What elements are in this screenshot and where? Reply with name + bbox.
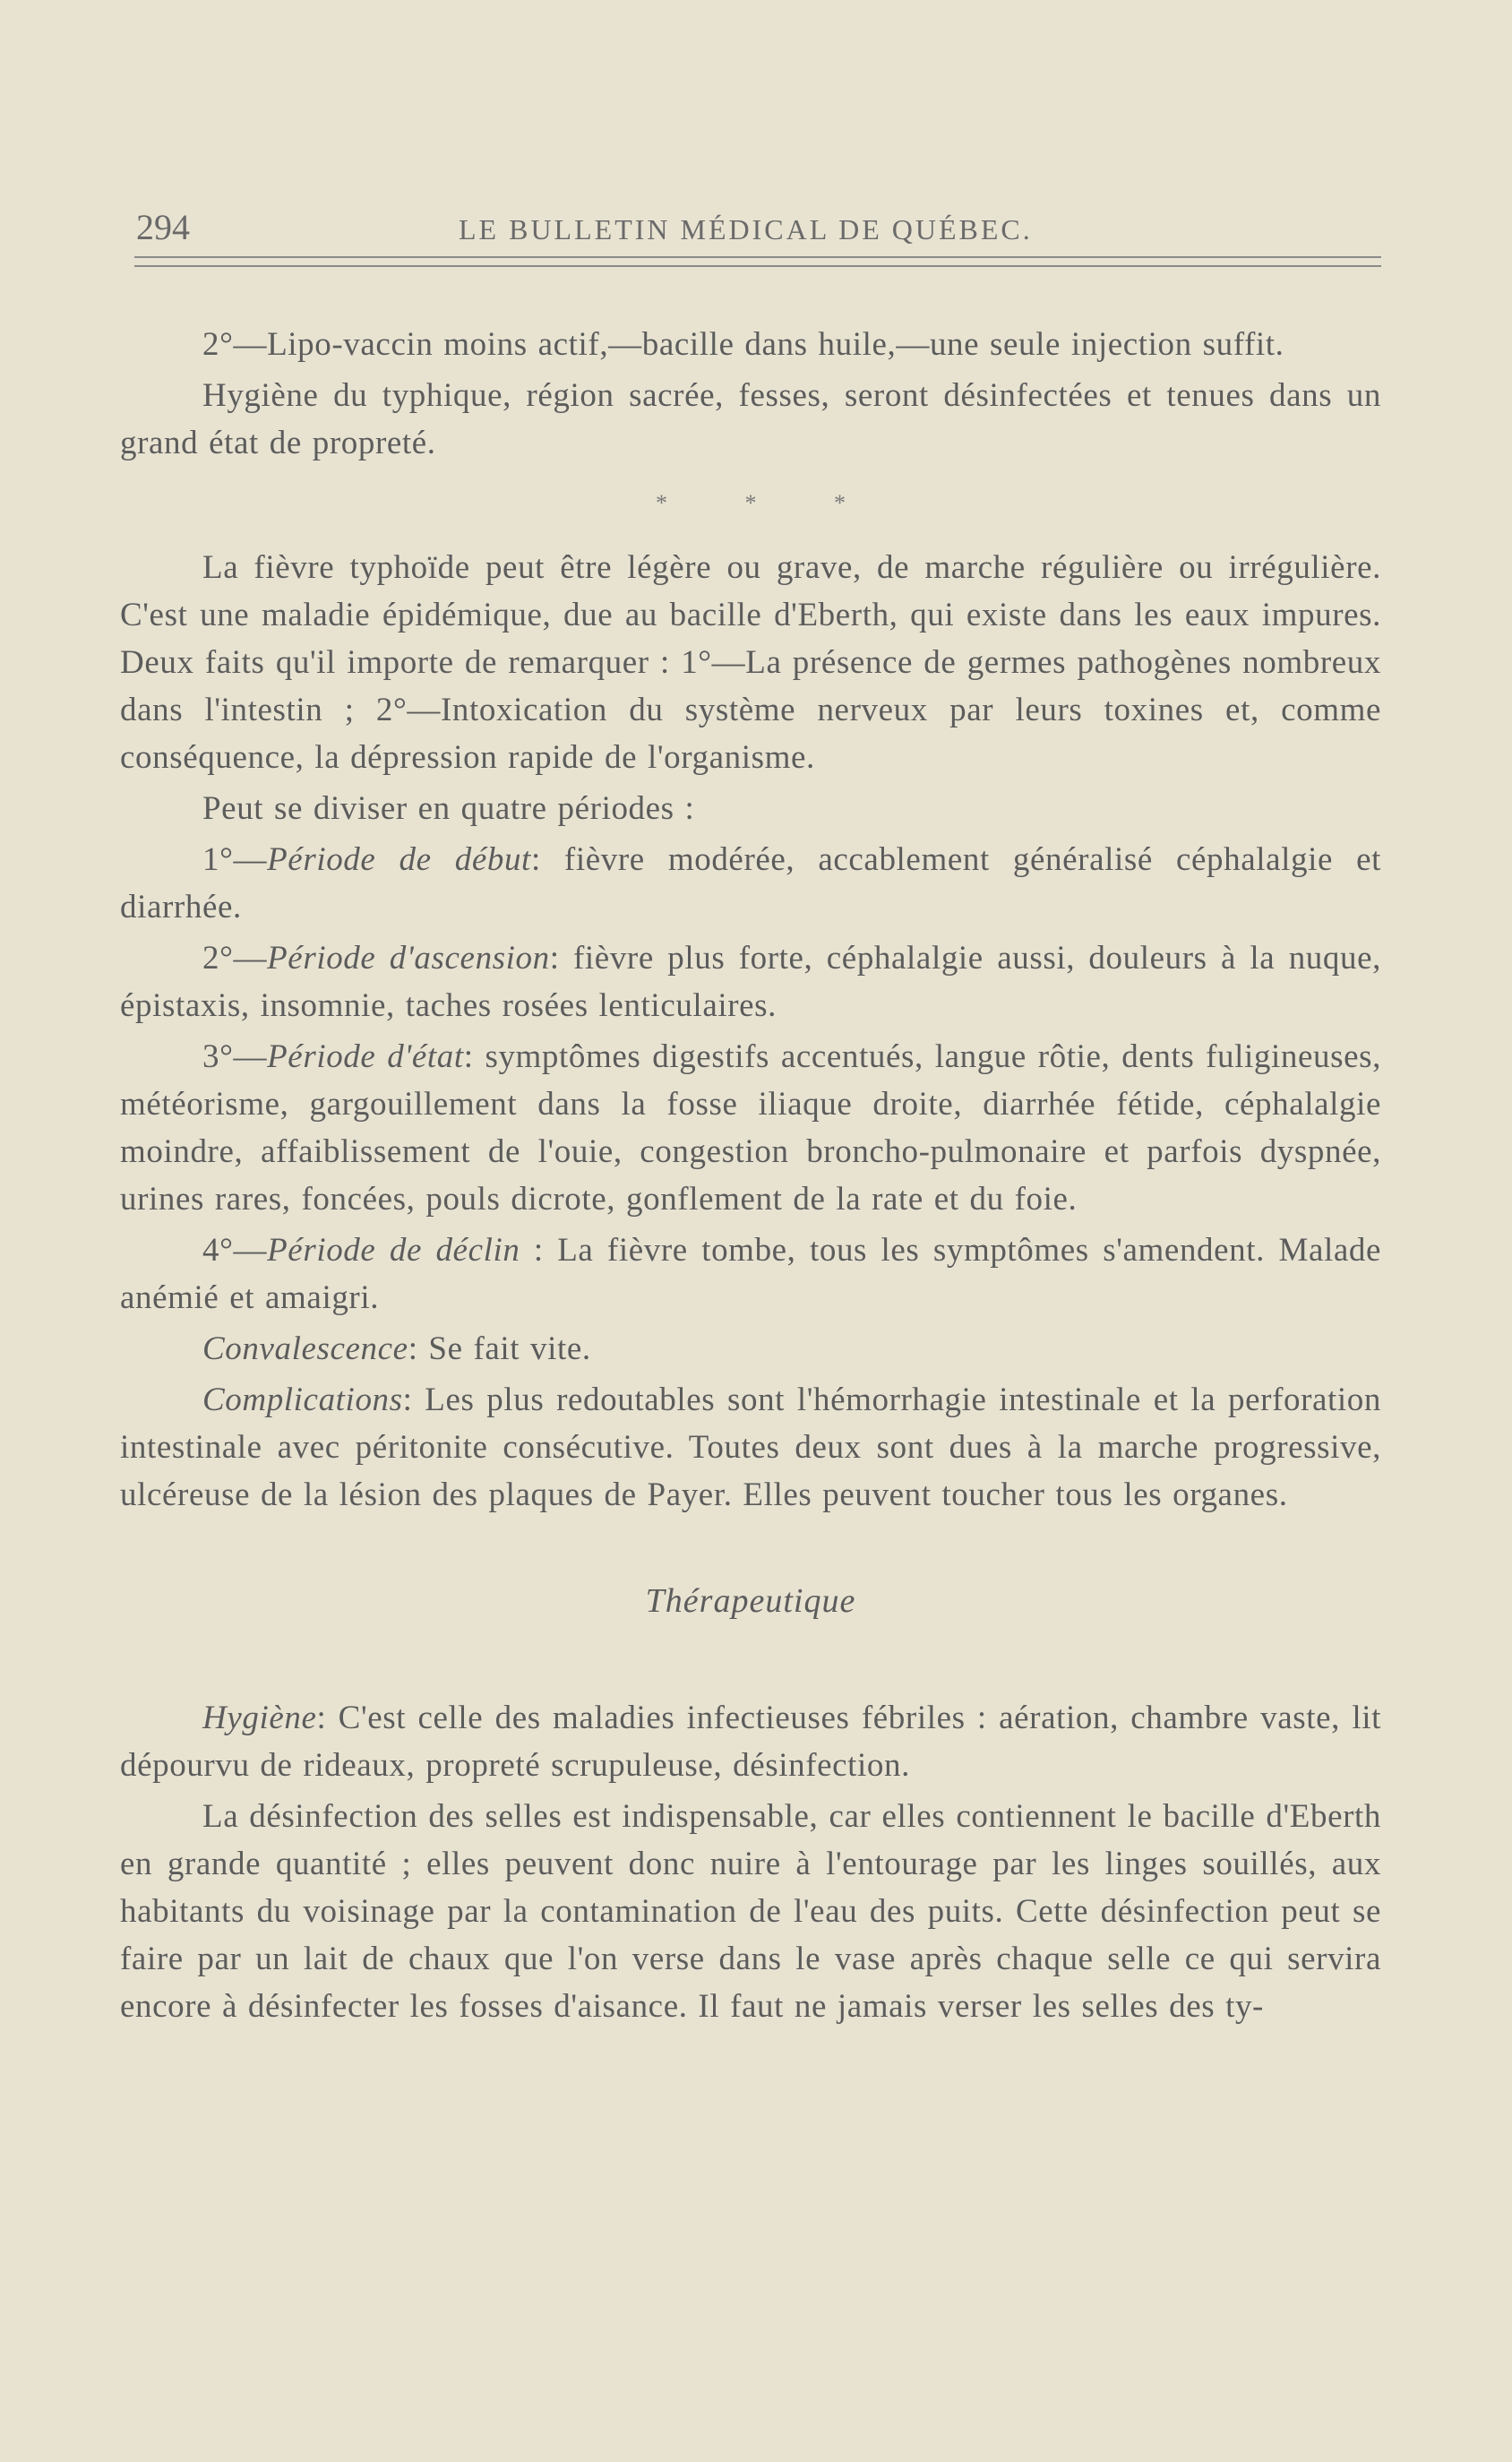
header-rule-bottom <box>134 265 1381 267</box>
paragraph-hygiene-typhique: Hygiène du typhique, région sacrée, fesses, seront désinfectées et tenues dans un grand état de propreté. <box>120 377 1381 461</box>
page-content <box>120 321 1381 2034</box>
paragraph-hygiene <box>120 1694 1381 1789</box>
paragraph-desinfection-selles: La désinfection des selles est indispensable, car elles contiennent le bacille d'Eberth en grande quantité ; elles peuvent donc nuire à l'entourage par les linges souillés, aux habitants du voisinage par la contamination de l'eau des puits. Cette désinfection peut se faire par un lait de chaux que l'on verse dans le vase après chaque selle ce qui servira encore à désinfecter les fosses d'aisance. Il faut ne jamais verser les selles des ty- <box>120 1798 1381 2025</box>
paragraph-periode-ascension <box>120 934 1381 1029</box>
period-label: Période de déclin <box>267 1232 520 1269</box>
period-number: 3°— <box>202 1038 268 1075</box>
page-header <box>136 206 1381 260</box>
paragraph-periode-debut <box>120 836 1381 931</box>
paragraph-lipo-vaccin: 2°—Lipo-vaccin moins actif,—bacille dans huile,—une seule injection suffit. <box>202 326 1284 363</box>
page-number: 294 <box>136 207 190 247</box>
section-title-therapeutique: Thérapeutique <box>645 1582 856 1620</box>
period-number: 4°— <box>202 1232 268 1269</box>
paragraph-periode-etat <box>120 1033 1381 1223</box>
period-label: Période de début <box>267 841 531 878</box>
period-text: : fièvre plus forte, céphalalgie aussi, douleurs à la nuque, épistaxis, insomnie, taches rosées lenticulaires. <box>120 940 1381 1024</box>
term-text: : C'est celle des maladies infectieuses fébriles : aération, chambre vaste, lit dépourvu de rideaux, propreté scrupuleuse, désinfection. <box>120 1700 1381 1784</box>
paragraph-periode-declin <box>120 1227 1381 1321</box>
running-title: LE BULLETIN MÉDICAL DE QUÉBEC. <box>459 213 1033 245</box>
period-label: Période d'état <box>267 1038 464 1075</box>
period-text: : La fièvre tombe, tous les symptômes s'amendent. Malade anémié et amaigri. <box>120 1232 1381 1316</box>
section-separator-stars: * * * <box>656 490 881 516</box>
period-label: Période d'ascension <box>267 940 550 977</box>
term-label: Convalescence <box>202 1330 408 1367</box>
header-rule-top <box>134 256 1381 258</box>
term-text: : Se fait vite. <box>408 1330 591 1367</box>
paragraph-periodes-intro: Peut se diviser en quatre périodes : <box>202 790 695 827</box>
term-text: : Les plus redoutables sont l'hémorrhagie intestinale et la perforation intestinale avec péritonite consécutive. Toutes deux sont dues à la marche progressive, ulcéreuse de la lésion des plaques de Payer. Elles peuvent toucher tous les organes. <box>120 1382 1381 1513</box>
paragraph-complications <box>120 1376 1381 1519</box>
period-text: : fièvre modérée, accablement généralisé céphalalgie et diarrhée. <box>120 841 1381 925</box>
period-text: : symptômes digestifs accentués, langue rôtie, dents fuligineuses, météorisme, gargouillement dans la fosse iliaque droite, diarrhée fétide, céphalalgie moindre, affaiblissement de l'ouie, congestion broncho-pulmonaire et parfois dyspnée, urines rares, foncées, pouls dicrote, gonflement de la rate et du foie. <box>120 1038 1381 1218</box>
period-number: 2°— <box>202 940 268 977</box>
paragraph-fievre-typhoide: La fièvre typhoïde peut être légère ou grave, de marche régulière ou irrégulière. C'est une maladie épidémique, due au bacille d'Eberth, qui existe dans les eaux impures. Deux faits qu'il importe de remarquer : 1°—La présence de germes pathogènes nombreux dans l'intestin ; 2°—Intoxication du système nerveux par leurs toxines et, comme conséquence, la dépression rapide de l'organisme. <box>120 549 1381 776</box>
term-label: Hygiène <box>202 1700 317 1736</box>
paragraph-convalescence <box>120 1325 1381 1373</box>
term-label: Complications <box>202 1382 403 1418</box>
period-number: 1°— <box>202 841 268 878</box>
